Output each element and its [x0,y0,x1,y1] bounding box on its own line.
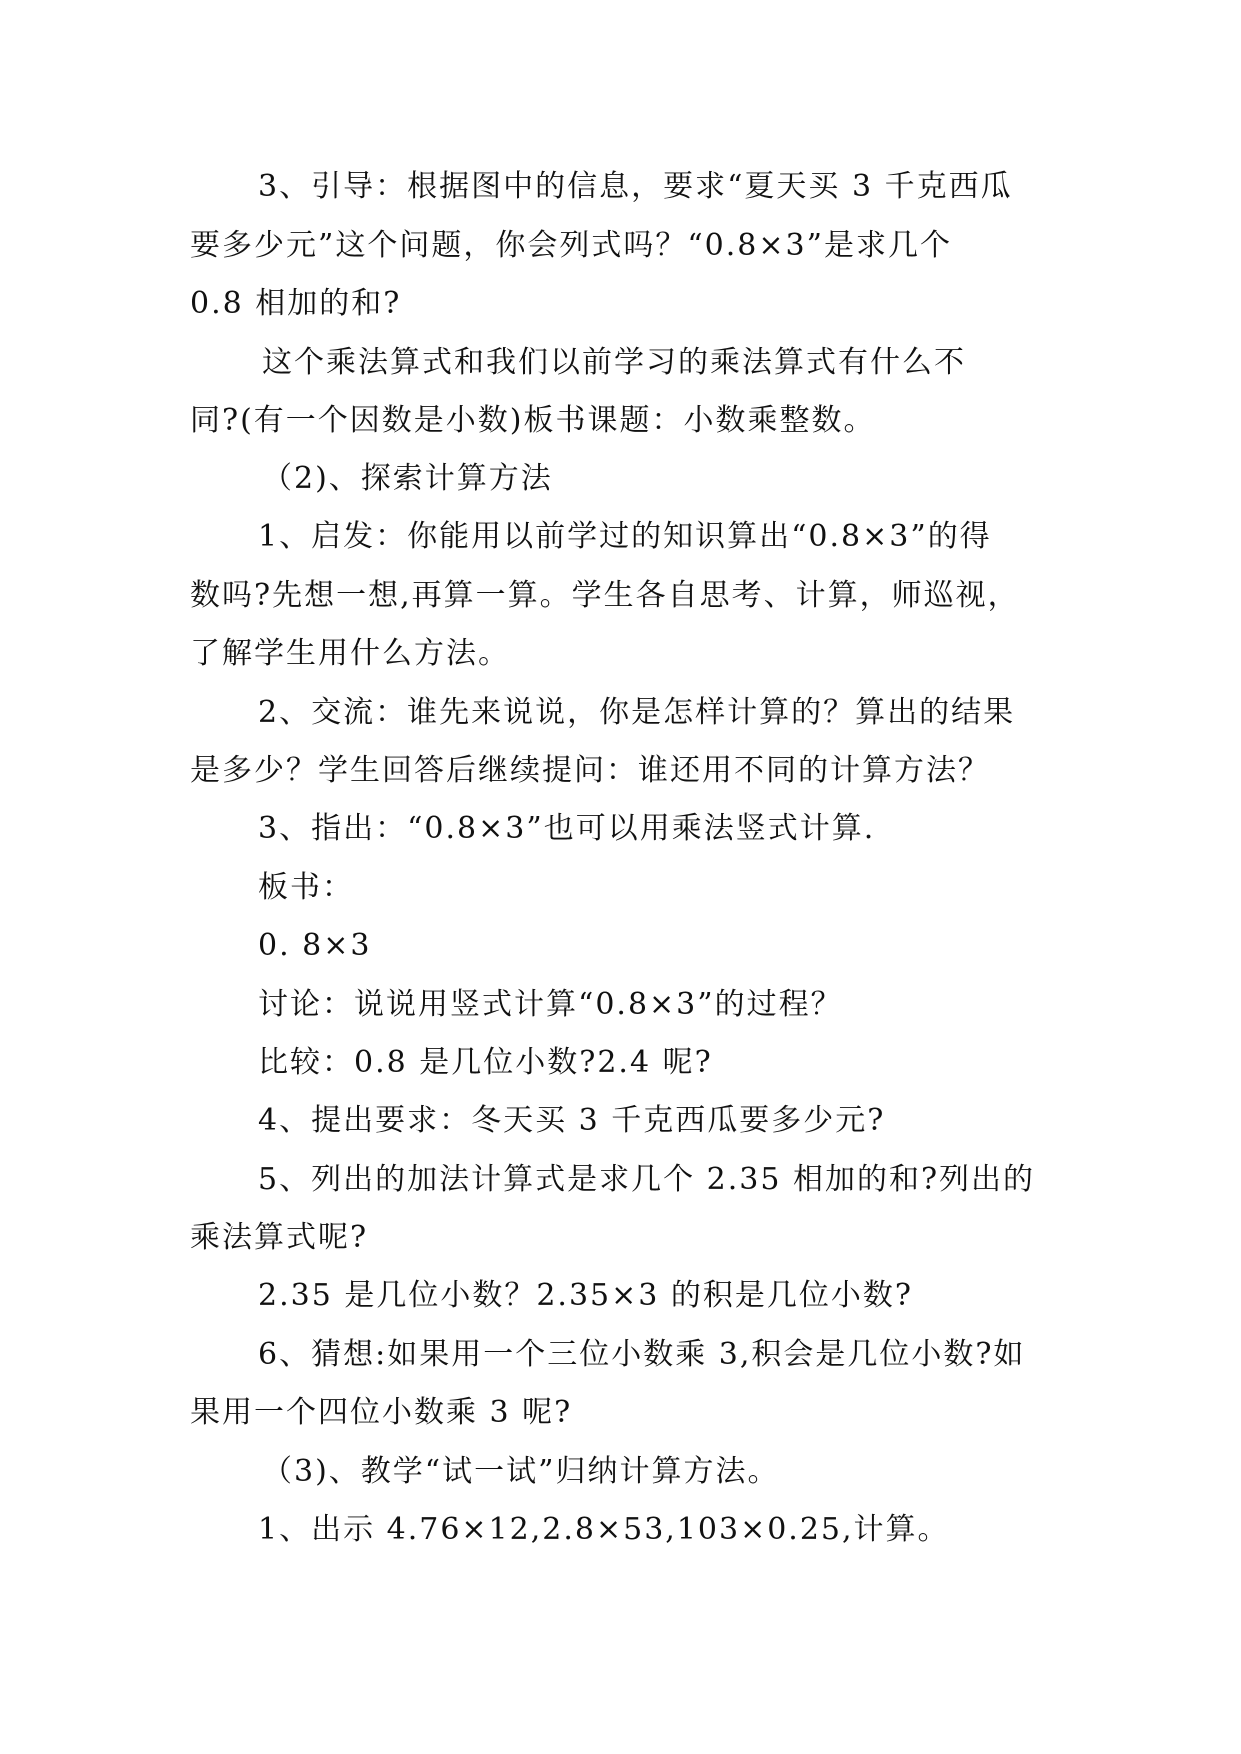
text-line: 比较：0.8 是几位小数?2.4 呢? [258,1045,713,1080]
text-line: 了解学生用什么方法。 [190,636,510,671]
text-line: 是多少？学生回答后继续提问：谁还用不同的计算方法？ [190,753,990,788]
text-line: 1、启发：你能用以前学过的知识算出“0.8×3”的得 [258,519,992,554]
text-line: 讨论：说说用竖式计算“0.8×3”的过程？ [258,987,843,1022]
section-heading: （2)、探索计算方法 [262,461,553,496]
text-line: 这个乘法算式和我们以前学习的乘法算式有什么不 [262,345,966,380]
text-line: 4、提出要求：冬天买 3 千克西瓜要多少元? [258,1103,886,1138]
text-line: 果用一个四位小数乘 3 呢? [190,1395,573,1430]
text-line: 1、出示 4.76×12,2.8×53,103×0.25,计算。 [258,1512,950,1547]
text-line: 板书： [258,870,354,905]
text-line: 6、猜想:如果用一个三位小数乘 3,积会是几位小数?如 [258,1337,1026,1372]
text-line: 3、指出：“0.8×3”也可以用乘法竖式计算. [258,811,876,846]
text-line: 要多少元”这个问题，你会列式吗？“0.8×3”是求几个 [190,228,952,263]
text-line: 2.35 是几位小数？2.35×3 的积是几位小数? [258,1278,913,1313]
text-line: 3、引导：根据图中的信息，要求“夏天买 3 千克西瓜 [258,169,1013,204]
text-line: 数吗?先想一想,再算一算。学生各自思考、计算，师巡视， [190,578,1020,613]
text-line: 同?(有一个因数是小数)板书课题：小数乘整数。 [190,403,876,438]
text-line: 0.8 相加的和? [190,286,402,321]
text-line: 0. 8×3 [258,928,372,963]
section-heading: （3)、教学“试一试”归纳计算方法。 [262,1454,780,1489]
text-line: 5、列出的加法计算式是求几个 2.35 相加的和?列出的 [258,1162,1036,1197]
text-line: 乘法算式呢? [190,1220,369,1255]
text-line: 2、交流：谁先来说说，你是怎样计算的？算出的结果 [258,695,1016,730]
